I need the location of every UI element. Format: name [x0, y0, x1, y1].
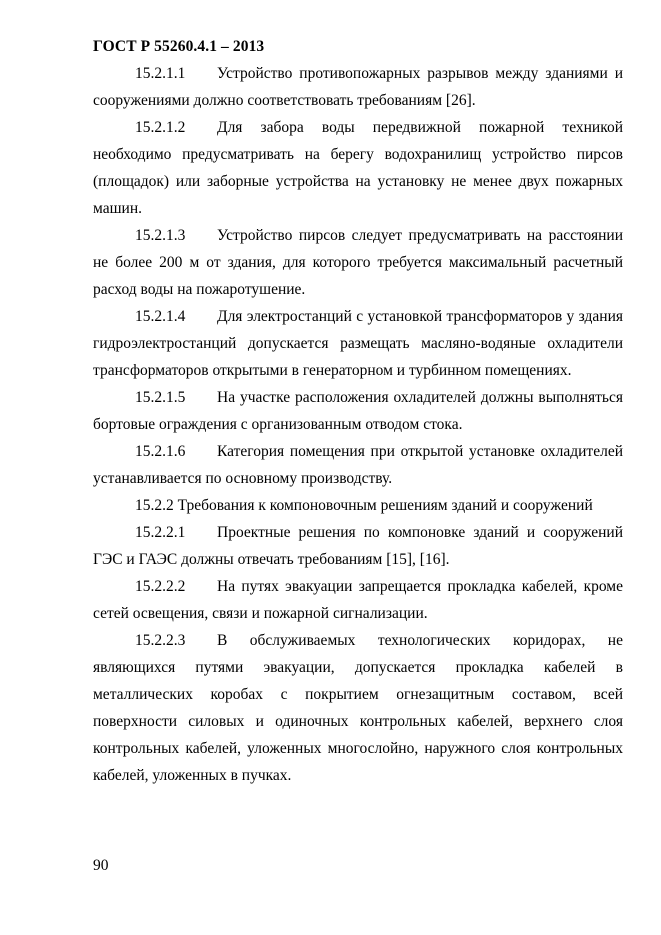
clause-text: Устройство пирсов следует предусматривать на расстоянии не более 200 м от здания, для которого требуется максимальный расчетный расход воды на пожаротушение.	[93, 227, 623, 298]
clause-15-2-1-2	[93, 114, 623, 222]
page-number: 90	[93, 857, 109, 874]
document-header: ГОСТ Р 55260.4.1 – 2013	[93, 38, 265, 55]
clause-number: 15.2.1.5	[135, 389, 186, 406]
clause-text: Устройство противопожарных разрывов между зданиями и сооружениями должно соответствовать требованиям [26].	[93, 65, 623, 109]
section-title: Требования к компоновочным решениям зданий и сооружений	[177, 497, 593, 514]
clause-number: 15.2.2.2	[135, 578, 186, 595]
clause-text: На участке расположения охладителей должны выполняться бортовые ограждения с организованным отводом стока.	[93, 389, 623, 433]
clause-number: 15.2.1.3	[135, 227, 186, 244]
clause-text: На путях эвакуации запрещается прокладка кабелей, кроме сетей освещения, связи и пожарной сигнализации.	[93, 578, 623, 622]
clause-text: Проектные решения по компоновке зданий и сооружений ГЭС и ГАЭС должны отвечать требованиям [15], [16].	[93, 524, 623, 568]
clause-number: 15.2.1.4	[135, 308, 186, 325]
clause-number: 15.2.2.1	[135, 524, 186, 541]
clause-15-2-1-6	[93, 438, 623, 492]
clause-text: Для электростанций с установкой трансформаторов у здания гидроэлектростанций допускается размещать масляно-водяные охладители трансформаторов открытыми в генераторном и турбинном помещениях.	[93, 308, 623, 379]
section-number: 15.2.2	[135, 497, 174, 514]
clause-15-2-2-2	[93, 573, 623, 627]
clause-15-2-1-1	[93, 60, 623, 114]
clause-15-2-1-3	[93, 222, 623, 303]
clause-15-2-1-5	[93, 384, 623, 438]
clause-text: Категория помещения при открытой установке охладителей устанавливается по основному производству.	[93, 443, 623, 487]
clause-number: 15.2.1.2	[135, 119, 186, 136]
section-heading-15-2-2	[93, 492, 623, 519]
clause-number: 15.2.1.1	[135, 65, 186, 82]
clause-number: 15.2.1.6	[135, 443, 186, 460]
document-body	[93, 60, 623, 789]
clause-15-2-2-1	[93, 519, 623, 573]
clause-text: В обслуживаемых технологических коридорах, не являющихся путями эвакуации, допускается прокладка кабелей в металлических коробах с покрытием огнезащитным составом, всей поверхности силовых и одиночных контрольных кабелей, верхнего слоя контрольных кабелей, уложенных многослойно, наружного слоя контрольных кабелей, уложенных в пучках.	[93, 632, 623, 784]
clause-text: Для забора воды передвижной пожарной техникой необходимо предусматривать на берегу водохранилищ устройство пирсов (площадок) или заборные устройства на установку не менее двух пожарных машин.	[93, 119, 623, 217]
clause-15-2-1-4	[93, 303, 623, 384]
clause-15-2-2-3	[93, 627, 623, 789]
clause-number: 15.2.2.3	[135, 632, 186, 649]
